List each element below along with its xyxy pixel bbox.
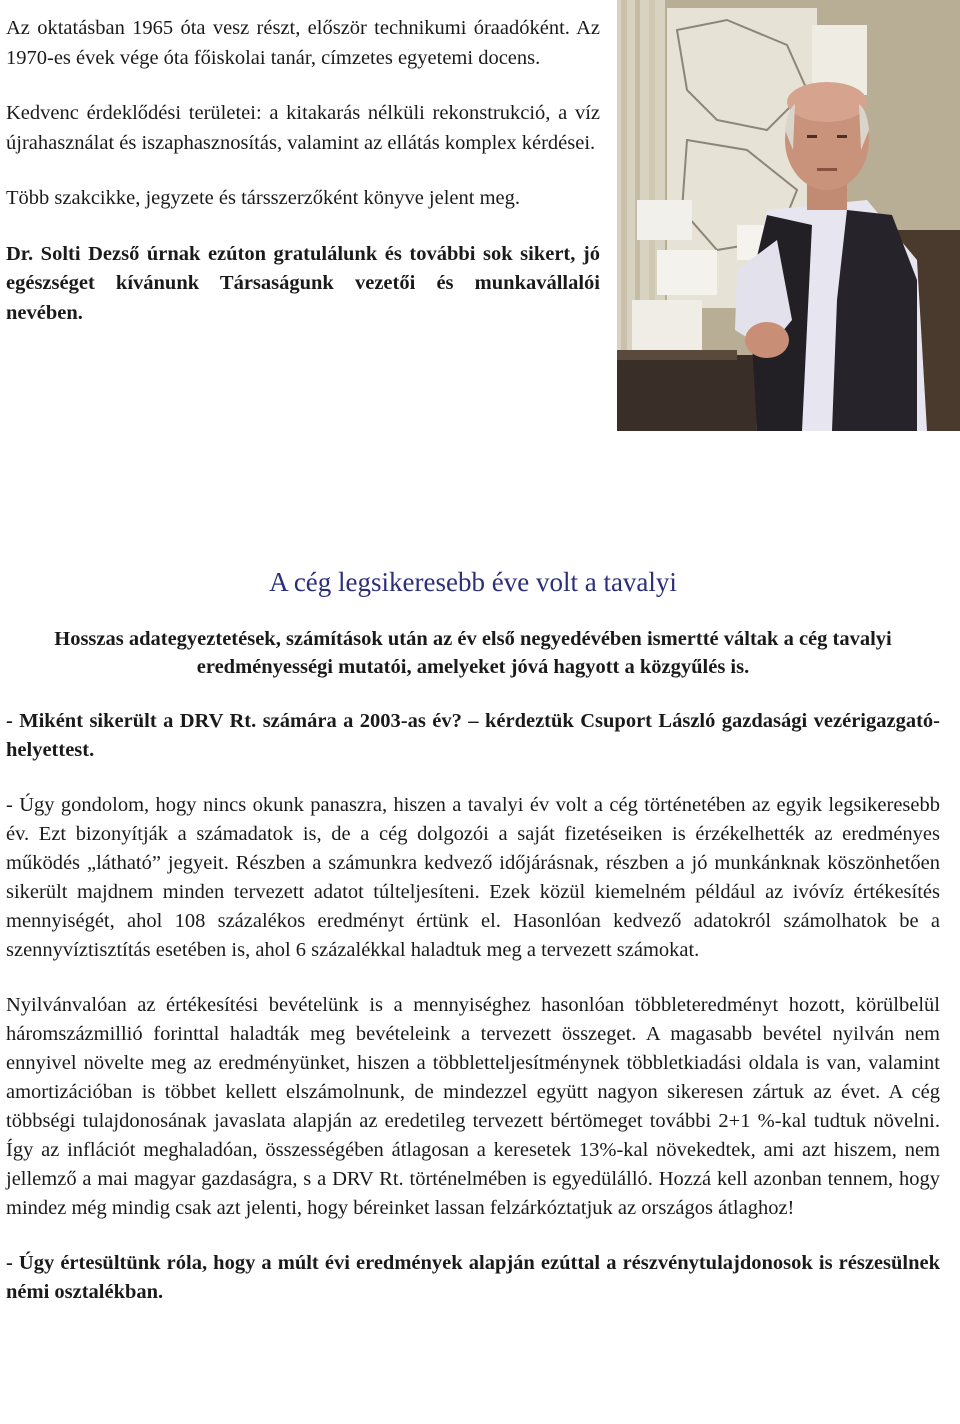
article-lead: Hosszas adategyeztetések, számítások után az év első negyedévében ismertté váltak a cég tavalyi eredményességi mutatói, amelyeket jóvá hagyott a közgyűlés is. <box>54 628 892 678</box>
article-headline: A cég legsikeresebb éve volt a tavalyi <box>269 567 677 597</box>
portrait-photo <box>617 0 960 431</box>
interview-answer-2: Nyilvánvalóan az értékesítési bevételünk is a mennyiséghez hasonlóan többleteredményt hozott, körülbelül háromszázmillió forinttal haladták meg bevételeink a tervezett összeget. A magasabb bevétel nyilván nem ennyivel növelte meg az eredményünket, hiszen a többletteljesítménynek többletkiadási oldala is van, valamint amortizációban is többet kellett elszámolnunk, de mindezzel együtt nagyon sikeresen zártuk az évet. A cég többségi tulajdonosának javaslata alapján az eredetileg tervezett bértömeget további 2+1 %-kal tudtuk növelni. Így az inflációt meghaladóan, összességében átlagosan a keresetek 13%-kal növekedtek, ami azt hiszem, nem jellemző a mai magyar gazdaságra, s a DRV Rt. történelmében is egyedülálló. Hozzá kell azonban tennem, hogy mindez még mindig csak azt jelenti, hogy béreinket lassan felzárkóztatjuk az országos átlaghoz! <box>6 994 940 1219</box>
intro-paragraph-congratulations: Dr. Solti Dezső úrnak ezúton gratulálunk és további sok sikert, jó egészséget kívánunk Társaságunk vezetői és munkavállalói nevében. <box>6 242 600 324</box>
intro-paragraph-teaching: Az oktatásban 1965 óta vesz részt, először technikumi óraadóként. Az 1970-es évek vége óta főiskolai tanár, címzetes egyetemi docens. <box>6 17 600 69</box>
article <box>6 565 940 1307</box>
interview-answer-1: - Úgy gondolom, hogy nincs okunk panaszra, hiszen a tavalyi év volt a cég történetében az egyik legsikeresebb év. Ezt bizonyítják a számadatok is, de a cég dolgozói a saját fizetéseiken is érzékelhették az eredményes működés „látható” jegyeit. Részben a számunkra kedvező időjárásnak, részben a jó munkánknak köszönhetően sikerült majdnem minden tervezett adatot túlteljesíteni. Ezek közül kiemelném például az ivóvíz értékesítés mennyiségét, ahol 108 százalékos eredményt értünk el. Hasonlóan kedvező adatokról számolhatok be a szennyvíztisztítás esetében is, ahol 6 százalékkal haladtuk meg a tervezett számokat. <box>6 794 940 961</box>
interview-question-2: - Úgy értesültünk róla, hogy a múlt évi eredmények alapján ezúttal a részvénytulajdonosok is részesülnek némi osztalékban. <box>6 1252 940 1303</box>
interview-question-1: - Miként sikerült a DRV Rt. számára a 2003-as év? – kérdeztük Csuport László gazdasági vezérigazgató-helyettest. <box>6 710 940 761</box>
intro-paragraph-interests: Kedvenc érdeklődési területei: a kitakarás nélküli rekonstrukció, a víz újrahasználat és iszaphasznosítás, valamint az ellátás komplex kérdései. <box>6 102 600 154</box>
intro-column <box>6 14 600 354</box>
portrait-illustration <box>617 0 960 431</box>
intro-paragraph-publications: Több szakcikke, jegyzete és társszerzőként könyve jelent meg. <box>6 187 521 209</box>
